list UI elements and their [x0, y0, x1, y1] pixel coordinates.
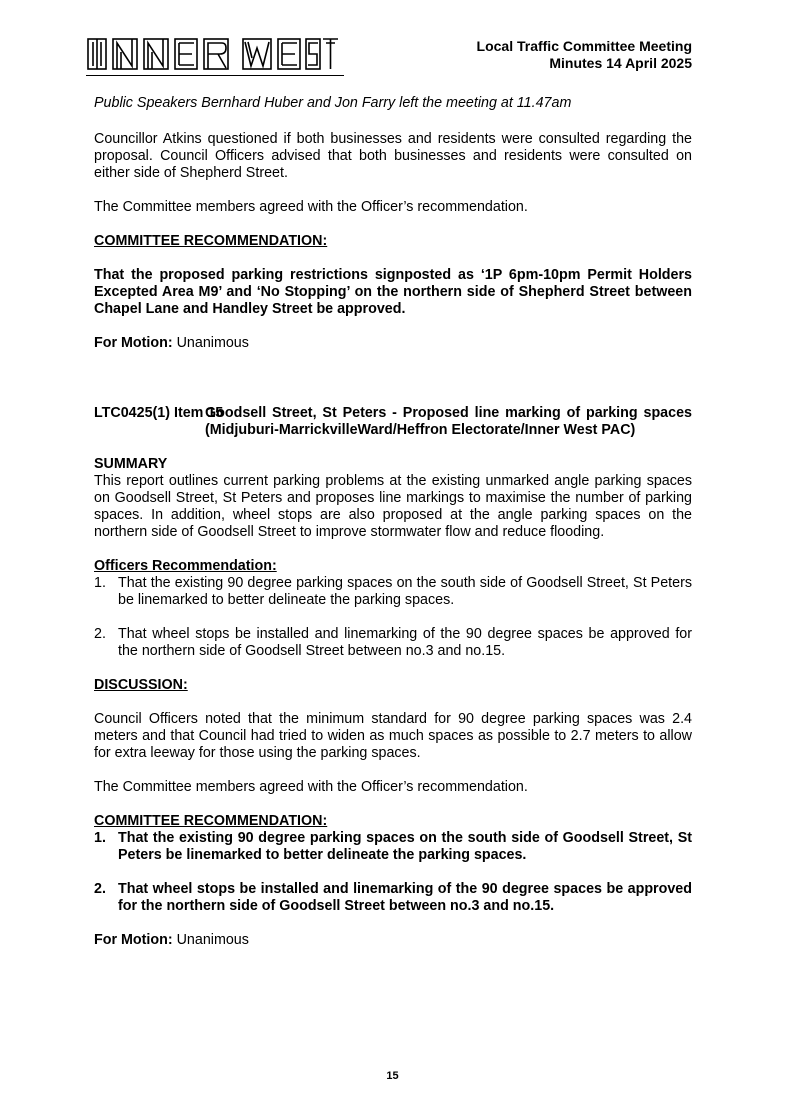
list-number: 2. — [94, 626, 106, 642]
summary-heading: SUMMARY — [94, 456, 168, 472]
meeting-header — [477, 38, 692, 72]
discussion-heading: DISCUSSION: — [94, 677, 188, 693]
item-title: Goodsell Street, St Peters - Proposed line marking of parking spaces (Midjuburi-MarrickvilleWard/Heffron Electorate/Inner West PAC) — [205, 405, 692, 438]
motion-value: Unanimous — [176, 335, 249, 351]
atkins-question-paragraph: Councillor Atkins questioned if both businesses and residents were consulted regarding the proposal. Council Officers advised that both businesses and residents were consulted on either side of Shepherd Street. — [94, 131, 692, 181]
list-item — [94, 575, 692, 609]
committee-recommendation-list — [94, 830, 692, 915]
list-item — [94, 881, 692, 915]
motion-result — [94, 932, 692, 949]
meeting-title: Local Traffic Committee Meeting — [476, 38, 692, 54]
inner-west-logo — [86, 36, 338, 72]
agreed-statement: The Committee members agreed with the Officer’s recommendation. — [94, 779, 528, 795]
discussion-text: Council Officers noted that the minimum standard for 90 degree parking spaces was 2.4 meters and that Council had tried to widen as much spaces as possible to 2.7 meters to allow for extra leeway for those using the parking spaces. — [94, 711, 692, 761]
motion-result — [94, 335, 692, 352]
list-number: 1. — [94, 830, 106, 846]
motion-label: For Motion: — [94, 335, 173, 351]
list-text: That wheel stops be installed and linemarking of the 90 degree spaces be approved for the northern side of Goodsell Street between no.3 and no.15. — [118, 881, 692, 914]
list-item — [94, 626, 692, 660]
agreed-statement: The Committee members agreed with the Officer’s recommendation. — [94, 199, 528, 215]
list-item — [94, 830, 692, 864]
speakers-left-note: Public Speakers Bernhard Huber and Jon Farry left the meeting at 11.47am — [94, 95, 572, 111]
committee-recommendation-heading: COMMITTEE RECOMMENDATION: — [94, 813, 328, 829]
motion-label: For Motion: — [94, 932, 173, 948]
agenda-item-heading — [94, 405, 692, 439]
list-number: 1. — [94, 575, 106, 591]
committee-recommendation-heading: COMMITTEE RECOMMENDATION: — [94, 233, 328, 249]
minutes-body — [94, 95, 692, 949]
officers-recommendation-list — [94, 575, 692, 660]
list-text: That the existing 90 degree parking spaces on the south side of Goodsell Street, St Peters be linemarked to better delineate the parking spaces. — [118, 575, 692, 608]
list-number: 2. — [94, 881, 106, 897]
committee-recommendation-text: That the proposed parking restrictions signposted as ‘1P 6pm-10pm Permit Holders Excepted Area M9’ and ‘No Stopping’ on the northern side of Shepherd Street between Chapel Lane and Handley Street be approved. — [94, 267, 692, 317]
list-text: That the existing 90 degree parking spaces on the south side of Goodsell Street, St Peters be linemarked to better delineate the parking spaces. — [118, 830, 692, 863]
motion-value: Unanimous — [176, 932, 249, 948]
summary-text: This report outlines current parking problems at the existing unmarked angle parking spaces on Goodsell Street, St Peters and proposes line markings to maximise the number of parking spaces. In addition, wheel stops are also proposed at the angle parking spaces on the northern side of Goodsell Street to improve stormwater flow and reduce flooding. — [94, 473, 692, 540]
minutes-date: Minutes 14 April 2025 — [549, 55, 692, 71]
header-divider — [86, 75, 344, 76]
page-number: 15 — [386, 1070, 399, 1082]
officers-recommendation-heading: Officers Recommendation: — [94, 558, 277, 574]
item-code: LTC0425(1) Item 15 — [94, 405, 224, 421]
list-text: That wheel stops be installed and linemarking of the 90 degree spaces be approved for the northern side of Goodsell Street between no.3 and no.15. — [118, 626, 692, 659]
